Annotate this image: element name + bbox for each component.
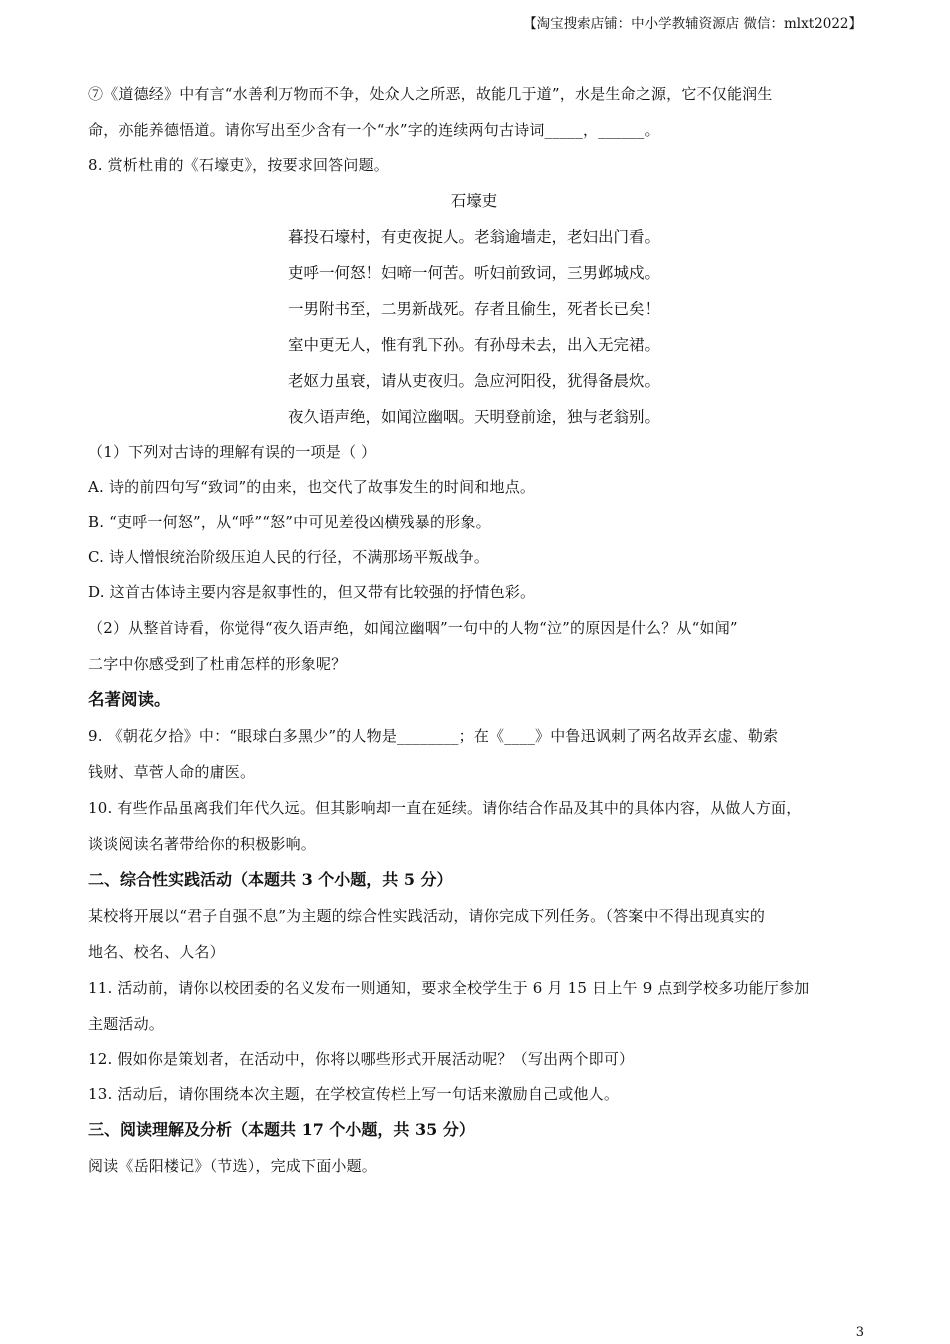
q7-line1: ⑦《道德经》中有言“水善利万物而不争，处众人之所恶，故能几于道”，水是生命之源，它不仅能润生 [88, 85, 773, 103]
q8-1: （1）下列对古诗的理解有误的一项是（ ） [88, 443, 377, 461]
section-2-heading: 二、综合性实践活动（本题共 3 个小题，共 5 分） [88, 870, 453, 889]
option-b: B. “吏呼一何怒”，从“呼”“怒”中可见差役凶横残暴的形象。 [88, 513, 491, 531]
document-body [88, 76, 860, 1184]
q11-line2: 主题活动。 [88, 1015, 165, 1033]
q8-2-line2: 二字中你感受到了杜甫怎样的形象呢？ [88, 655, 347, 673]
poem-line: 吏呼一何怒！妇啼一何苦。听妇前致词，三男邺城戍。 [287, 264, 660, 282]
q9-line2: 钱财、草菅人命的庸医。 [88, 763, 256, 781]
q10-line1: 10. 有些作品虽离我们年代久远。但其影响却一直在延续。请你结合作品及其中的具体内容，从做人方面， [88, 799, 802, 817]
poem-title: 石壕吏 [450, 192, 498, 210]
s2-intro-line2: 地名、校名、人名） [88, 943, 225, 961]
q9-line1: 9. 《朝花夕拾》中：“眼球白多黑少”的人物是________；在《____》中鲁迅讽刺了两名故弄玄虚、勒索 [88, 727, 779, 745]
q10-line2: 谈谈阅读名著带给你的积极影响。 [88, 835, 317, 853]
poem-line: 室中更无人，惟有乳下孙。有孙母未去，出入无完裙。 [287, 336, 660, 354]
option-c: C. 诗人憎恨统治阶级压迫人民的行径，不满那场平叛战争。 [88, 548, 490, 566]
poem-line: 一男附书至，二男新战死。存者且偷生，死者长已矣！ [287, 300, 660, 318]
poem-line: 老妪力虽衰，请从吏夜归。急应河阳役，犹得备晨炊。 [287, 372, 660, 390]
poem-line: 暮投石壕村，有吏夜捉人。老翁逾墙走，老妇出门看。 [287, 228, 660, 246]
q7-line2: 命，亦能养德悟道。请你写出至少含有一个“水”字的连续两句古诗词_____，______。 [88, 121, 660, 139]
page-number: 3 [855, 1325, 864, 1340]
q12: 12. 假如你是策划者，在活动中，你将以哪些形式开展活动呢？（写出两个即可） [88, 1050, 635, 1068]
q11-line1: 11. 活动前，请你以校团委的名义发布一则通知，要求全校学生于 6 月 15 日上午 9 点到学校多功能厅参加 [88, 979, 810, 997]
mingzhu-heading: 名著阅读。 [88, 690, 171, 709]
poem-line: 夜久语声绝，如闻泣幽咽。天明登前途，独与老翁别。 [287, 408, 660, 426]
s2-intro-line1: 某校将开展以“君子自强不息”为主题的综合性实践活动，请你完成下列任务。（答案中不得出现真实的 [88, 907, 766, 925]
page-header: 【淘宝搜索店铺：中小学教辅资源店 微信：mlxt2022】 [523, 16, 862, 32]
q8-intro: 8. 赏析杜甫的《石壕吏》，按要求回答问题。 [88, 156, 389, 174]
s3-intro: 阅读《岳阳楼记》（节选），完成下面小题。 [88, 1157, 378, 1175]
option-a: A. 诗的前四句写“致词”的由来，也交代了故事发生的时间和地点。 [88, 478, 536, 496]
option-d: D. 这首古体诗主要内容是叙事性的，但又带有比较强的抒情色彩。 [88, 583, 536, 601]
q8-2-line1: （2）从整首诗看，你觉得“夜久语声绝，如闻泣幽咽”一句中的人物“泣”的原因是什么？从“如闻” [88, 619, 738, 637]
q13: 13. 活动后，请你围绕本次主题，在学校宣传栏上写一句话来激励自己或他人。 [88, 1085, 620, 1103]
section-3-heading: 三、阅读理解及分析（本题共 17 个小题，共 35 分） [88, 1120, 475, 1139]
